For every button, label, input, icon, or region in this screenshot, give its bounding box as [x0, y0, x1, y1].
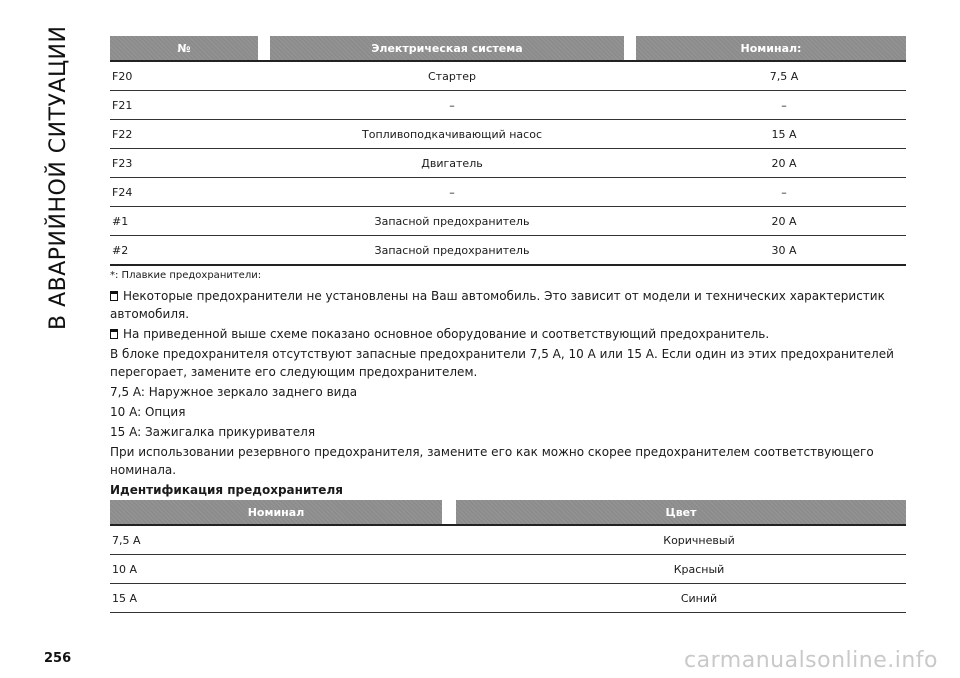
- fuse-rating: 15 A: [771, 127, 797, 141]
- fuse-rating: –: [781, 185, 787, 199]
- fuse-color: Коричневый: [663, 533, 735, 547]
- paragraph: 15 A: Зажигалка прикуривателя: [110, 425, 316, 439]
- note-item: [110, 287, 906, 323]
- fuse-number: #2: [112, 243, 129, 257]
- fuse-rating: 15 A: [112, 591, 138, 605]
- header-color: Цвет: [456, 500, 906, 524]
- fuse-table-header: [110, 36, 906, 60]
- table-row: [110, 91, 906, 120]
- page-number: 256: [44, 651, 72, 666]
- paragraph: 7,5 A: Наружное зеркало заднего вида: [110, 385, 358, 399]
- fuse-table: [110, 36, 906, 266]
- table-footnote: *: Плавкие предохранители:: [110, 270, 262, 281]
- fuse-number: F22: [112, 127, 133, 141]
- fuse-color: Красный: [673, 562, 725, 576]
- watermark: carmanualsonline.info: [684, 648, 938, 673]
- header-system: Электрическая система: [270, 36, 624, 60]
- fuse-system: –: [449, 185, 455, 199]
- notes-block: [110, 262, 906, 499]
- fuse-system: Стартер: [428, 69, 476, 83]
- table-row: [110, 555, 906, 584]
- fuse-rating: 20 A: [771, 214, 797, 228]
- fuse-system: Запасной предохранитель: [374, 214, 530, 228]
- note-text: На приведенной выше схеме показано основное оборудование и соответствующий предохранитель.: [123, 327, 770, 341]
- table-row: [110, 178, 906, 207]
- table-row: [110, 584, 906, 613]
- header-rating: Номинал: [110, 500, 442, 524]
- fuse-system: Двигатель: [421, 156, 483, 170]
- color-table-header: [110, 500, 906, 524]
- note-icon: [110, 329, 118, 339]
- paragraph: 10 A: Опция: [110, 405, 186, 419]
- table-row: [110, 149, 906, 178]
- note-item: [110, 325, 906, 343]
- table-row: [110, 120, 906, 149]
- fuse-number: F24: [112, 185, 133, 199]
- fuse-rating: –: [781, 98, 787, 112]
- fuse-color: Синий: [680, 591, 718, 605]
- fuse-system: –: [449, 98, 455, 112]
- color-table: [110, 500, 906, 613]
- header-number: №: [110, 36, 258, 60]
- fuse-number: F23: [112, 156, 133, 170]
- fuse-number: F21: [112, 98, 133, 112]
- fuse-rating: 20 A: [771, 156, 797, 170]
- fuse-rating: 10 A: [112, 562, 138, 576]
- paragraph: При использовании резервного предохранителя, замените его как можно скорее предохранителем соответствующего номинала.: [110, 445, 874, 477]
- table-row: [110, 526, 906, 555]
- fuse-number: #1: [112, 214, 129, 228]
- paragraph: В блоке предохранителя отсутствуют запасные предохранители 7,5 А, 10 А или 15 А. Если один из этих предохранителей перегорает, замените его следующим предохранителем.: [110, 347, 894, 379]
- fuse-rating: 30 A: [771, 243, 797, 257]
- fuse-system: Топливоподкачивающий насос: [362, 127, 542, 141]
- note-text: Некоторые предохранители не установлены на Ваш автомобиль. Это зависит от модели и технических характеристик автомобиля.: [110, 289, 885, 321]
- section-heading: Идентификация предохранителя: [110, 483, 343, 497]
- section-title-vertical: В АВАРИЙНОЙ СИТУАЦИИ: [46, 25, 71, 330]
- header-rating: Номинал:: [636, 36, 906, 60]
- fuse-number: F20: [112, 69, 133, 83]
- fuse-rating: 7,5 A: [769, 69, 799, 83]
- fuse-system: Запасной предохранитель: [374, 243, 530, 257]
- fuse-rating: 7,5 A: [112, 533, 141, 547]
- note-icon: [110, 291, 118, 301]
- table-row: [110, 207, 906, 236]
- table-row: [110, 62, 906, 91]
